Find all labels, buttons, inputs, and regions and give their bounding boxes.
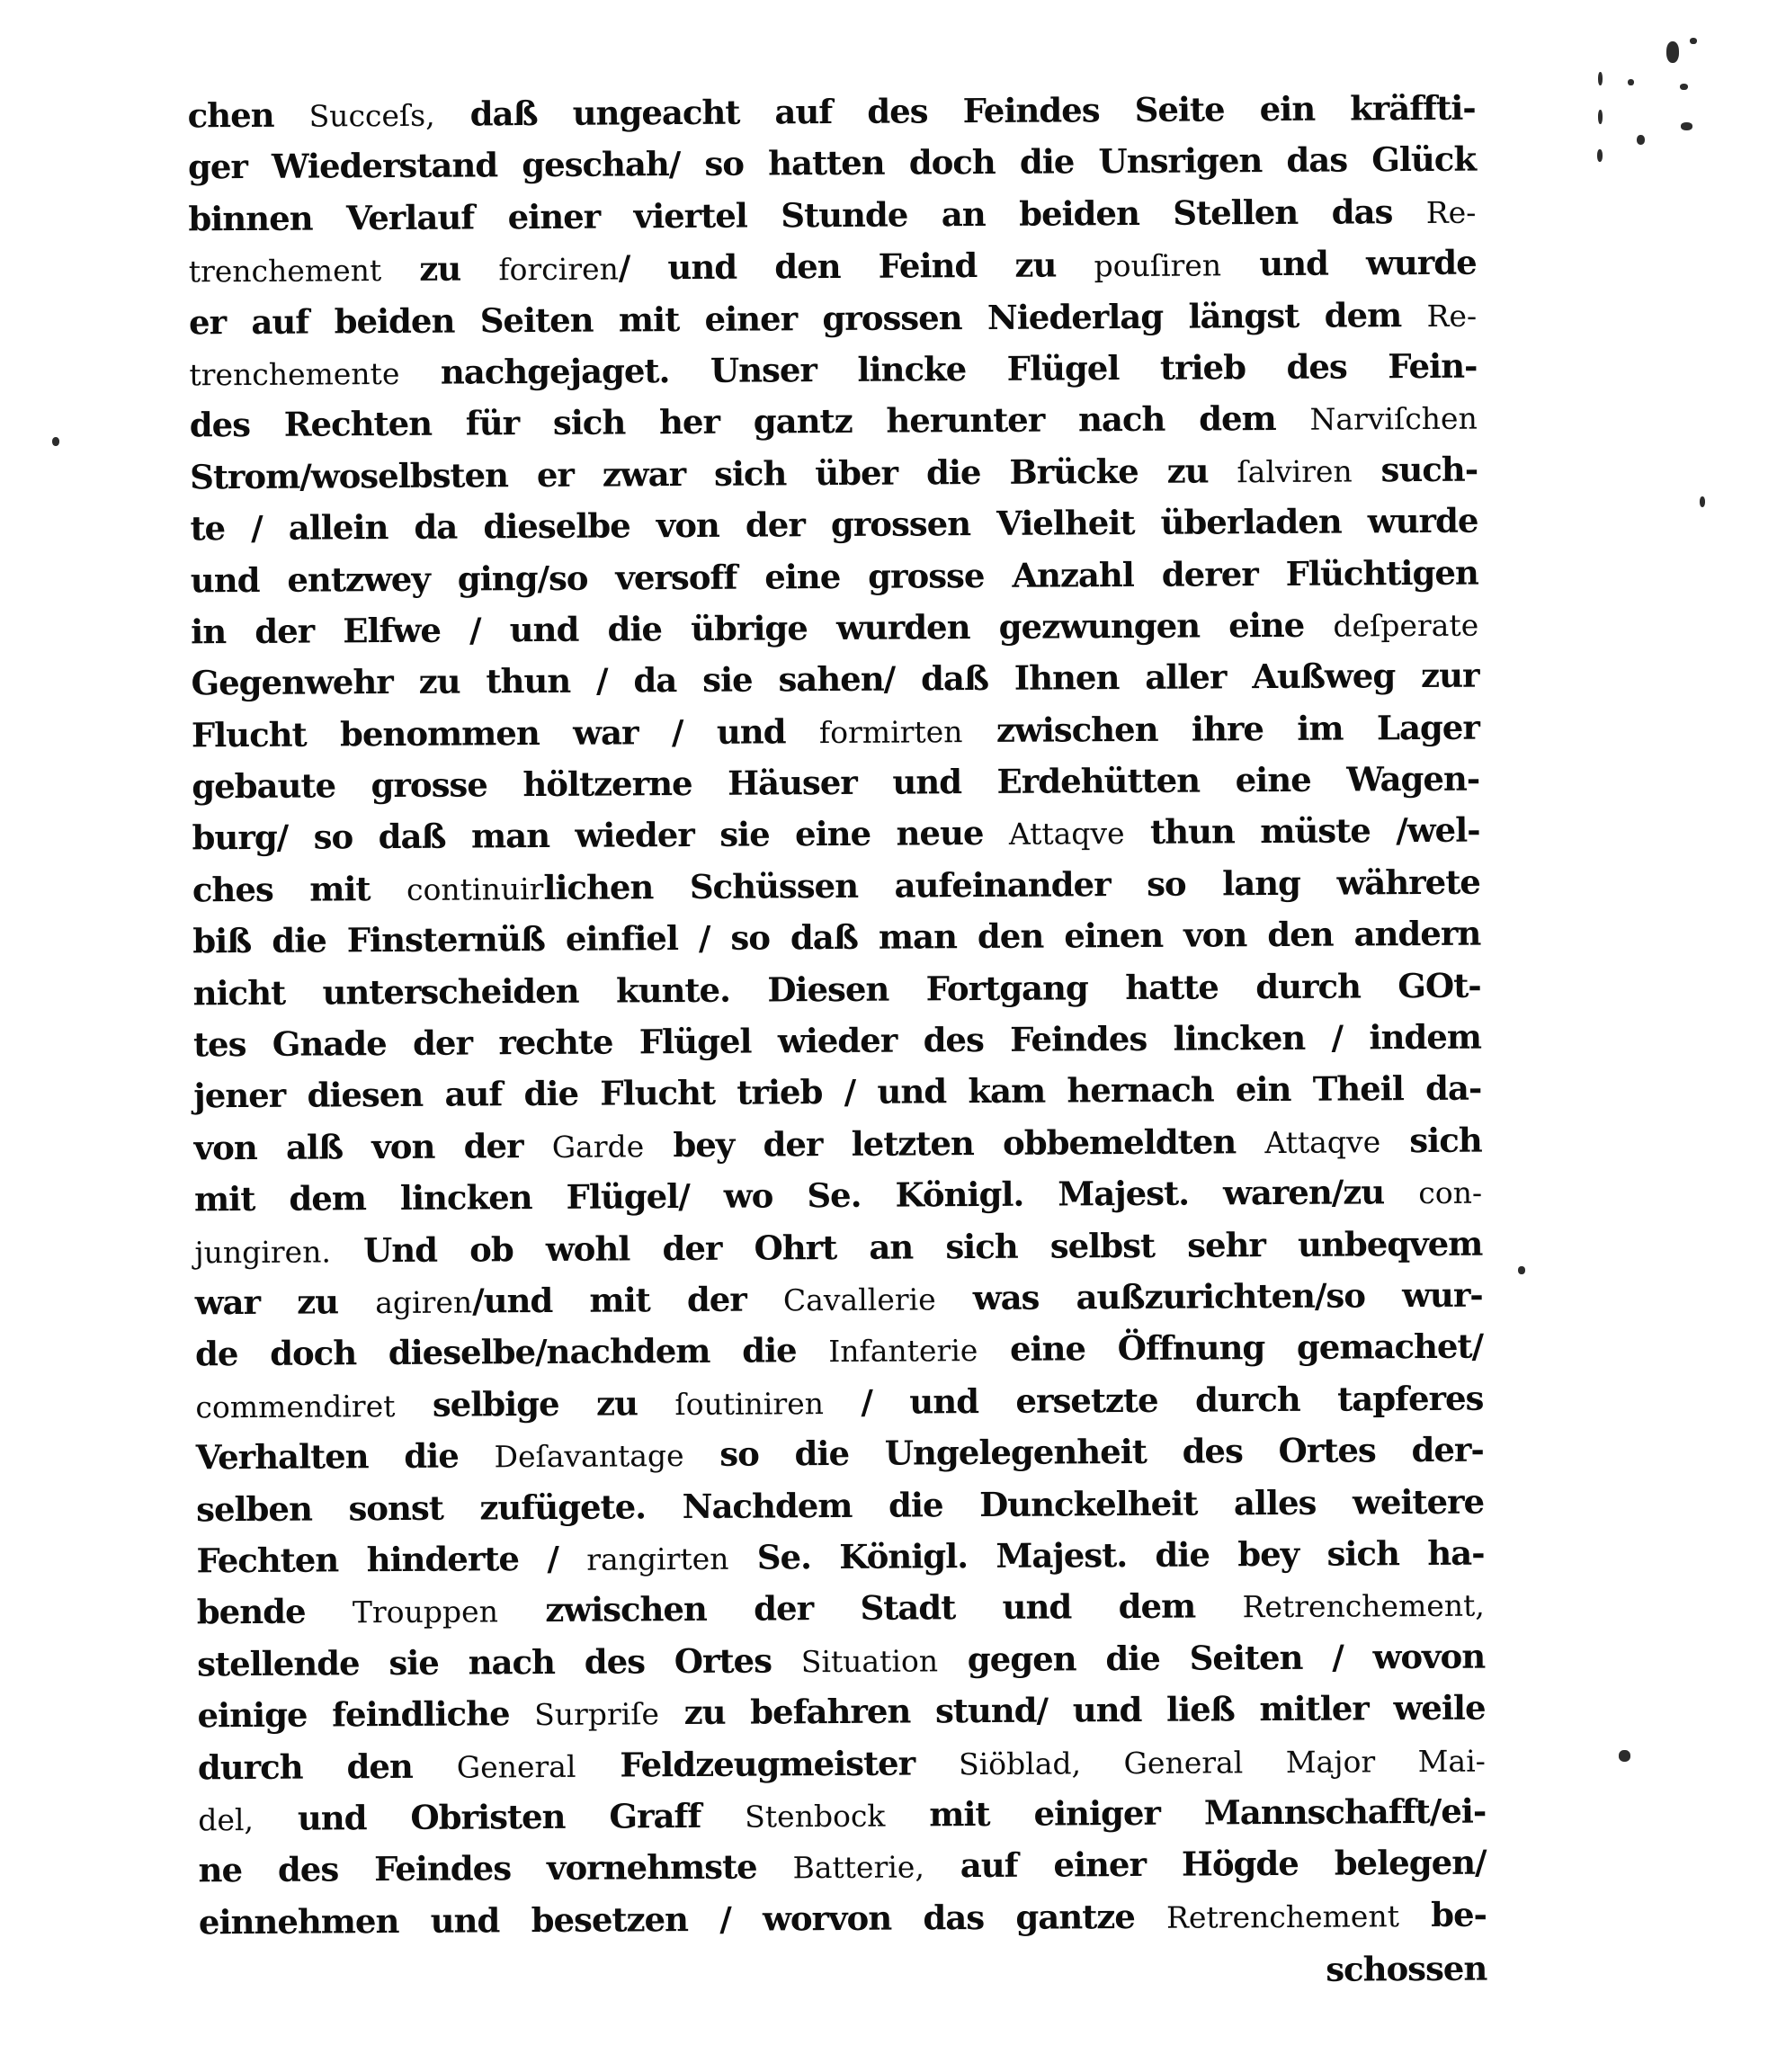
text-line (191, 599, 1478, 658)
antiqua-text: ſoutiniren (674, 1385, 825, 1422)
fraktur-text: zwischen der Stadt und dem (497, 1585, 1243, 1630)
fraktur-text: tes Gnade der rechte Flügel wieder des Feindes lincken / indem (192, 1016, 1482, 1065)
fraktur-text: eine Öffnung gemachet/ (978, 1326, 1484, 1370)
fraktur-text: selbige zu (395, 1382, 675, 1424)
ink-speck (1690, 38, 1697, 44)
text-line (198, 1837, 1486, 1897)
fraktur-text: zu befahren stund/ und ließ mitler weile (658, 1687, 1486, 1733)
text-block (188, 83, 1487, 2003)
antiqua-text: Retrenchement, (1242, 1587, 1485, 1625)
fraktur-text: be- (1398, 1894, 1487, 1934)
text-line (192, 805, 1479, 864)
fraktur-text: Strom/woselbsten er zwar sich über die Brücke zu (190, 451, 1237, 497)
text-line (190, 443, 1478, 503)
fraktur-text: biß die Finsternüß einfiel / so daß man den einen von den andern (192, 913, 1481, 961)
fraktur-text: ger Wiederstand geschah/ so hatten doch die Unsrigen das Glück (187, 139, 1477, 187)
text-line (195, 1372, 1483, 1432)
fraktur-text: von alß von der (193, 1125, 552, 1168)
fraktur-text: in der Elfwe / und die übrige wurden gezwungen eine (191, 604, 1334, 652)
fraktur-text: Verhalten die (195, 1435, 495, 1478)
text-line (192, 754, 1479, 813)
fraktur-text: und Obristen Graff (253, 1795, 746, 1838)
fraktur-text: nachgejaget. Unser lincke Flügel trieb des Fein- (399, 345, 1478, 392)
antiqua-text: Re- (1426, 298, 1478, 334)
fraktur-text: er auf beiden Seiten mit einer grossen Niederlag längst dem (188, 294, 1427, 342)
fraktur-text: so die Ungelegenheit des Ortes der- (683, 1429, 1484, 1475)
antiqua-text: Deſavantage (494, 1438, 684, 1475)
antiqua-text: Trouppen (352, 1594, 499, 1630)
fraktur-text: einnehmen und besetzen / worvon das gantze (198, 1896, 1167, 1942)
text-line (196, 1476, 1484, 1535)
ink-speck (1666, 41, 1679, 63)
antiqua-text: Stenbock (745, 1798, 886, 1835)
fraktur-text: des Rechten für sich her gantz herunter nach dem (189, 398, 1310, 445)
antiqua-text: rangirten (586, 1541, 729, 1577)
fraktur-text: mit dem lincken Flügel/ wo Se. Königl. Majest. waren/zu (193, 1172, 1419, 1219)
text-line (193, 1012, 1481, 1071)
text-line (192, 908, 1480, 968)
fraktur-text: ne des Feindes vornehmste (198, 1846, 793, 1890)
ink-speck (1619, 1750, 1630, 1762)
text-line (193, 1063, 1481, 1122)
text-line (189, 237, 1477, 297)
antiqua-text: pouſiren (1094, 247, 1222, 284)
fraktur-text: Feldzeugmeister (576, 1742, 960, 1785)
fraktur-text: jener diesen auf die Flucht trieb / und kam hernach ein Theil da- (193, 1068, 1482, 1116)
text-line (190, 496, 1478, 555)
antiqua-text: forciren (498, 251, 619, 288)
fraktur-text: Flucht benommen war / und (191, 710, 820, 755)
antiqua-text: con- (1418, 1174, 1483, 1211)
text-line (188, 83, 1476, 142)
text-line (195, 1270, 1483, 1329)
antiqua-text: trenchemente (189, 355, 400, 393)
fraktur-text: bende (196, 1591, 353, 1632)
text-line (189, 289, 1477, 348)
fraktur-text: bey der letzten obbemeldten (644, 1121, 1265, 1166)
fraktur-text: war zu (194, 1282, 376, 1323)
fraktur-text: auf einer Högde belegen/ (924, 1842, 1487, 1886)
fraktur-text: /und mit der (472, 1279, 784, 1321)
fraktur-text: binnen Verlauf einer viertel Stunde an beiden Stellen das (188, 191, 1426, 239)
ink-speck (1518, 1266, 1525, 1274)
antiqua-text: ſalviren (1237, 453, 1353, 490)
fraktur-text: de doch dieselbe/nachdem die (194, 1330, 829, 1374)
text-line (190, 392, 1478, 451)
text-line (192, 960, 1480, 1019)
fraktur-text: mit einiger Mannschafft/ei- (885, 1791, 1487, 1835)
text-line (188, 185, 1476, 245)
fraktur-text: sich (1380, 1120, 1482, 1161)
antiqua-text: deſperate (1333, 607, 1479, 644)
text-line (197, 1579, 1485, 1639)
antiqua-text: Situation (800, 1643, 939, 1679)
text-line (194, 1114, 1482, 1174)
text-line (191, 547, 1478, 606)
fraktur-text: stellende sie nach des Ortes (197, 1639, 801, 1684)
antiqua-text: Narviſchen (1309, 400, 1478, 438)
fraktur-text: such- (1352, 449, 1478, 490)
antiqua-text: Retrenchement (1165, 1898, 1400, 1935)
antiqua-text: formirten (818, 713, 963, 750)
text-line (197, 1630, 1485, 1690)
text-line (195, 1321, 1483, 1380)
text-line (199, 1889, 1487, 1948)
antiqua-text: Siöblad, General Major Mai- (958, 1743, 1486, 1782)
antiqua-text: Attaqve (1264, 1124, 1381, 1160)
text-line (196, 1424, 1484, 1484)
text-line (192, 856, 1480, 915)
fraktur-text: daß ungeacht auf des Feindes Seite ein kräffti- (434, 87, 1476, 134)
antiqua-text: continuir (406, 871, 544, 907)
ink-speck (52, 437, 59, 446)
antiqua-text: Succeſs, (308, 97, 435, 134)
antiqua-text: agiren (375, 1284, 473, 1321)
antiqua-text: del, (198, 1801, 254, 1838)
antiqua-text: Attaqve (1008, 816, 1125, 853)
antiqua-text: Garde (551, 1129, 645, 1165)
ink-speck (1597, 149, 1603, 162)
text-line (197, 1683, 1485, 1742)
fraktur-text: durch den (197, 1746, 457, 1787)
antiqua-text: Batterie, (792, 1849, 924, 1886)
text-line (194, 1166, 1482, 1226)
fraktur-text: Gegenwehr zu thun / da sie sahen/ daß Ihnen aller Außweg zur (191, 655, 1479, 703)
ink-speck (1598, 110, 1603, 124)
ink-speck (1700, 496, 1705, 507)
fraktur-text: / und den Feind zu (618, 245, 1094, 288)
fraktur-text: thun müste /wel- (1124, 810, 1480, 853)
text-line (198, 1734, 1486, 1793)
fraktur-text: und wurde (1220, 242, 1477, 284)
text-line (196, 1528, 1484, 1587)
antiqua-text: trenchement (188, 253, 382, 290)
antiqua-text: Surpriſe (534, 1696, 660, 1733)
text-line (189, 341, 1477, 400)
ink-speck (1637, 135, 1645, 145)
ink-speck (1598, 72, 1603, 85)
text-line (194, 1218, 1482, 1277)
fraktur-text: chen (187, 94, 309, 136)
fraktur-text: Se. Königl. Majest. die bey sich ha- (728, 1532, 1485, 1577)
fraktur-text: einige feindliche (197, 1693, 535, 1736)
text-line (191, 650, 1478, 710)
catchword-line (199, 1943, 1487, 2003)
fraktur-text: lichen Schüssen aufeinander so lang währete (543, 862, 1481, 907)
fraktur-text: / und ersetzte durch tapferes (823, 1378, 1484, 1422)
antiqua-text: Cavallerie (782, 1282, 936, 1318)
ink-speck (1680, 84, 1688, 90)
antiqua-text: Infanterie (828, 1333, 978, 1370)
fraktur-text: gegen die Seiten / wovon (937, 1636, 1486, 1680)
fraktur-text: zu (381, 248, 499, 290)
antiqua-text: commendiret (195, 1388, 396, 1425)
fraktur-text: was außzurichten/so wur- (935, 1274, 1483, 1318)
fraktur-text: burg/ so daß man wieder sie eine neue (192, 813, 1010, 858)
antiqua-text: Re- (1425, 194, 1477, 230)
text-line (188, 134, 1476, 193)
fraktur-text: Fechten hinderte / (196, 1538, 587, 1581)
antiqua-text: jungiren. (194, 1234, 331, 1270)
ink-speck (1681, 122, 1692, 130)
fraktur-text: Und ob wohl der Ohrt an sich selbst sehr unbeqvem (330, 1223, 1483, 1271)
text-line (192, 701, 1479, 761)
fraktur-text: und entzwey ging/so versoff eine grosse Anzahl derer Flüchtigen (190, 552, 1478, 600)
fraktur-text: gebaute grosse höltzerne Häuser und Erdehütten eine Wagen- (192, 758, 1480, 807)
catchword: schossen (1326, 1948, 1487, 1989)
fraktur-text: nicht unterscheiden kunte. Diesen Fortgang hatte durch GOt- (192, 965, 1481, 1014)
ink-speck (1628, 79, 1634, 85)
text-line (198, 1786, 1486, 1845)
fraktur-text: ches mit (192, 868, 407, 910)
fraktur-text: te / allein da dieselbe von der grossen Vielheit überladen wurde (190, 500, 1478, 549)
antiqua-text: General (456, 1748, 576, 1785)
fraktur-text: zwischen ihre im Lager (962, 707, 1480, 750)
fraktur-text: selben sonst zufügete. Nachdem die Dunckelheit alles weitere (196, 1481, 1485, 1529)
